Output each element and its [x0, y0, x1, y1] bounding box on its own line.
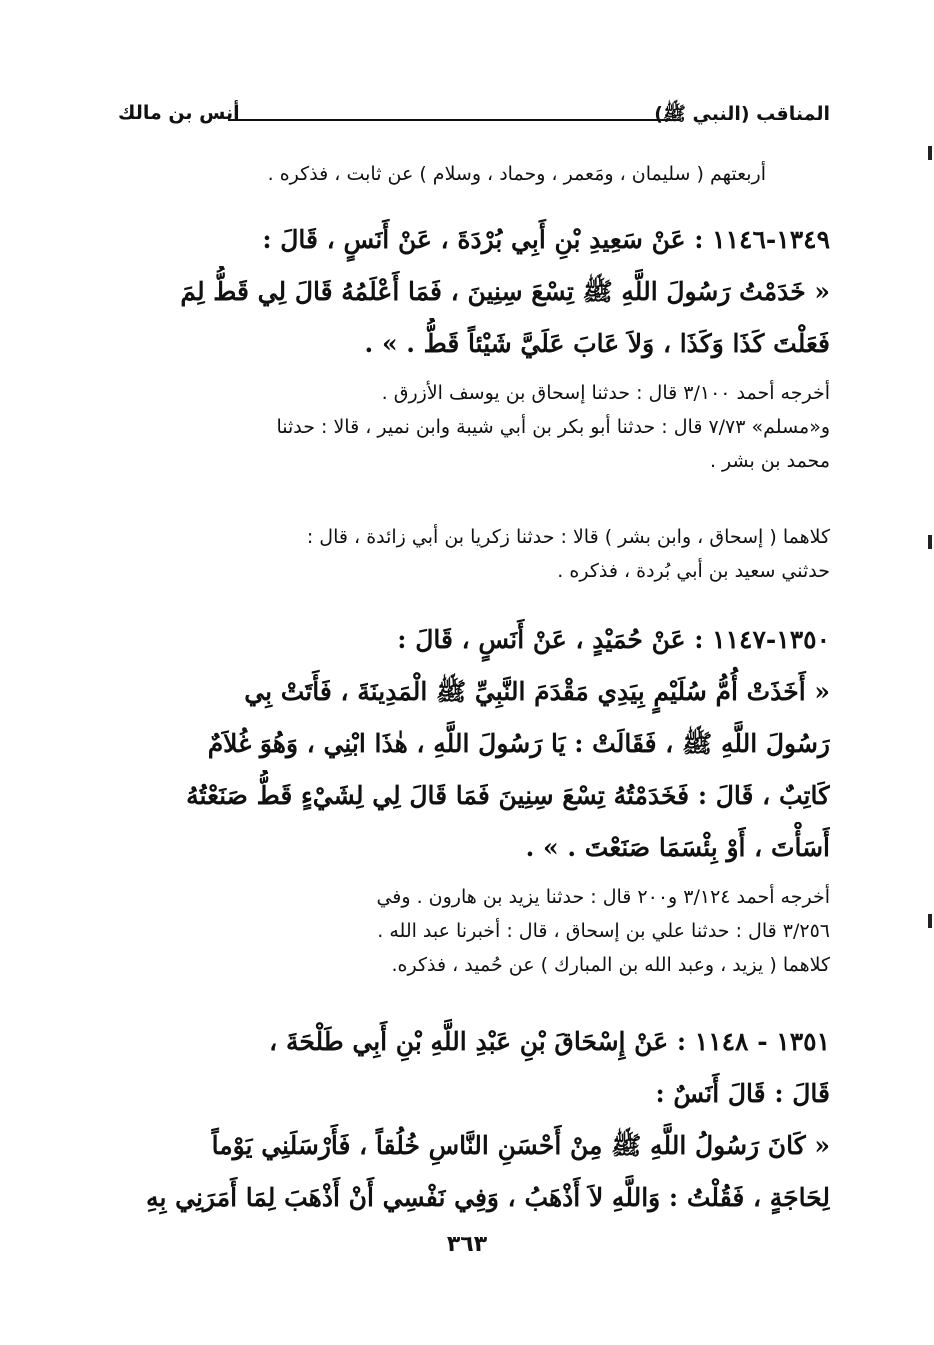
text-line: أربعتهم ( سليمان ، ومَعمر ، وحماد ، وسلام ) عن ثابت ، فذكره .	[267, 163, 766, 185]
hadith-1349	[128, 214, 830, 370]
margin-mark	[928, 535, 932, 549]
header-section: أنس بن مالك	[118, 102, 240, 124]
hadith-text-line: رَسُولَ اللَّهِ ﷺ ، فَقَالَتْ : يَا رَسُولَ اللَّهِ ، هٰذَا ابْنِي ، وَهُوَ غُلاَمٌ	[207, 729, 830, 758]
hadith-text-line: كَاتِبٌ ، قَالَ : فَخَدَمْتُهُ تِسْعَ سِنِينَ فَمَا قَالَ لِي لِشَيْءٍ قَطُّ صَنَعْتُهُ	[186, 781, 830, 810]
running-header	[118, 98, 830, 138]
hadith-text-line: فَعَلْتَ كَذَا وَكَذَا ، وَلاَ عَابَ عَلَيَّ شَيْئاً قَطُّ . » .	[364, 329, 830, 358]
hadith-text-line: « خَدَمْتُ رَسُولَ اللَّهِ ﷺ تِسْعَ سِنِينَ ، فَمَا أَعْلَمُهُ قَالَ لِي قَطُّ لِمَ	[180, 277, 830, 306]
intro-paragraph	[128, 157, 766, 191]
reference-line: حدثني سعيد بن أبي بُردة ، فذكره .	[557, 560, 830, 582]
reference-line: كلاهما ( يزيد ، وعبد الله بن المبارك ) عن حُميد ، فذكره.	[391, 954, 830, 976]
hadith-text-line: أَسَأْتَ ، أَوْ بِئْسَمَا صَنَعْتَ . » .	[525, 833, 830, 862]
reference-line: كلاهما ( إسحاق ، وابن بشر ) قالا : حدثنا زكريا بن أبي زائدة ، قال :	[306, 526, 830, 548]
hadith-heading: ١٣٥١ - ١١٤٨ : عَنْ إِسْحَاقَ بْنِ عَبْدِ اللَّهِ بْنِ أَبِي طَلْحَةَ ،	[269, 1027, 830, 1056]
reference-line: أخرجه أحمد ٣/١٠٠ قال : حدثنا إسحاق بن يوسف الأزرق .	[381, 382, 830, 404]
header-chapter: المناقب (النبي ﷺ)	[654, 103, 830, 125]
hadith-text-line: « أَخَذَتْ أُمُّ سُلَيْمٍ بِيَدِي مَقْدَمَ النَّبِيِّ ﷺ الْمَدِينَةَ ، فَأَتَتْ بِي	[244, 677, 830, 706]
hadith-heading: ١٣٥٠-١١٤٧ : عَنْ حُمَيْدٍ ، عَنْ أَنَسٍ ، قَالَ :	[397, 625, 830, 654]
takhrij-1349-continued	[128, 520, 830, 588]
reference-line: ٣/٢٥٦ قال : حدثنا علي بن إسحاق ، قال : أخبرنا عبد الله .	[377, 920, 830, 942]
hadith-1350	[128, 614, 830, 874]
margin-mark	[928, 914, 932, 928]
page-number: ٣٦٣	[446, 1232, 488, 1257]
takhrij-1350	[128, 880, 830, 982]
header-rule	[228, 119, 680, 121]
reference-line: أخرجه أحمد ٣/١٢٤ و٢٠٠ قال : حدثنا يزيد بن هارون . وفي	[376, 886, 830, 908]
reference-line: و«مسلم» ٧/٧٣ قال : حدثنا أبو بكر بن أبي شيبة وابن نمير ، قالا : حدثنا	[276, 416, 830, 438]
takhrij-1349	[128, 376, 830, 478]
reference-line: محمد بن بشر .	[709, 450, 830, 472]
margin-mark	[928, 146, 932, 160]
hadith-text-line: لِحَاجَةٍ ، فَقُلْتُ : وَاللَّهِ لاَ أَذْهَبُ ، وَفِي نَفْسِي أَنْ أَذْهَبَ لِمَا أَمَرَنِي بِهِ	[146, 1183, 830, 1212]
hadith-text-line: قَالَ : قَالَ أَنَسٌ :	[655, 1079, 830, 1108]
hadith-1351	[128, 1016, 830, 1224]
hadith-text-line: « كَانَ رَسُولُ اللَّهِ ﷺ مِنْ أَحْسَنِ النَّاسِ خُلُقاً ، فَأَرْسَلَنِي يَوْماً	[211, 1131, 830, 1160]
hadith-heading: ١٣٤٩-١١٤٦ : عَنْ سَعِيدِ بْنِ أَبِي بُرْدَةَ ، عَنْ أَنَسٍ ، قَالَ :	[262, 225, 830, 254]
